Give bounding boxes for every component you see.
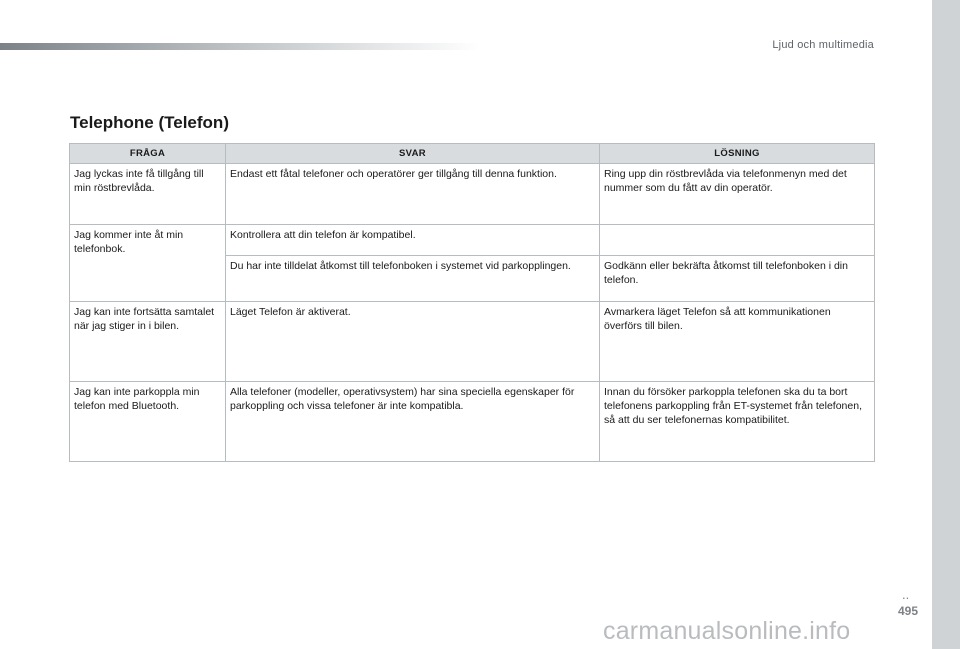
page-heading: Telephone (Telefon) [70, 113, 229, 132]
faq-table [69, 143, 875, 462]
answer-cell: Alla telefoner (modeller, operativsystem) har sina speciella egenskaper för parkoppling och vissa telefoner är inte kompatibla. [226, 382, 600, 462]
question-cell: Jag kommer inte åt min telefonbok. [70, 225, 226, 302]
answer-cell: Endast ett fåtal telefoner och operatörer ger tillgång till denna funktion. [226, 164, 600, 225]
column-header-answer: SVAR [226, 144, 600, 164]
question-cell: Jag kan inte parkoppla min telefon med Bluetooth. [70, 382, 226, 462]
table-row [70, 382, 875, 462]
page-dots: .. [902, 587, 910, 602]
answer-cell: Kontrollera att din telefon är kompatibel. [226, 225, 600, 256]
column-header-question: FRÅGA [70, 144, 226, 164]
solution-cell: Avmarkera läget Telefon så att kommunikationen överförs till bilen. [600, 302, 875, 382]
question-cell: Jag lyckas inte få tillgång till min röstbrevlåda. [70, 164, 226, 225]
question-cell: Jag kan inte fortsätta samtalet när jag stiger in i bilen. [70, 302, 226, 382]
solution-cell: Innan du försöker parkoppla telefonen ska du ta bort telefonens parkoppling från ET-systemet från telefonen, så att du ser telefonernas kompatibilitet. [600, 382, 875, 462]
table-row [70, 302, 875, 382]
answer-cell: Läget Telefon är aktiverat. [226, 302, 600, 382]
solution-cell [600, 225, 875, 256]
solution-cell: Godkänn eller bekräfta åtkomst till telefonboken i din telefon. [600, 256, 875, 302]
solution-cell: Ring upp din röstbrevlåda via telefonmenyn med det nummer som du fått av din operatör. [600, 164, 875, 225]
header-gradient-bar [0, 43, 480, 50]
column-header-solution: LÖSNING [600, 144, 875, 164]
answer-cell: Du har inte tilldelat åtkomst till telefonboken i systemet vid parkopplingen. [226, 256, 600, 302]
page-number: 495 [898, 604, 919, 618]
right-edge-strip [932, 0, 960, 649]
table-row [70, 164, 875, 225]
table-header-row [70, 144, 875, 164]
table-row [70, 225, 875, 256]
watermark: carmanualsonline.info [603, 617, 851, 645]
section-title: Ljud och multimedia [772, 39, 874, 51]
